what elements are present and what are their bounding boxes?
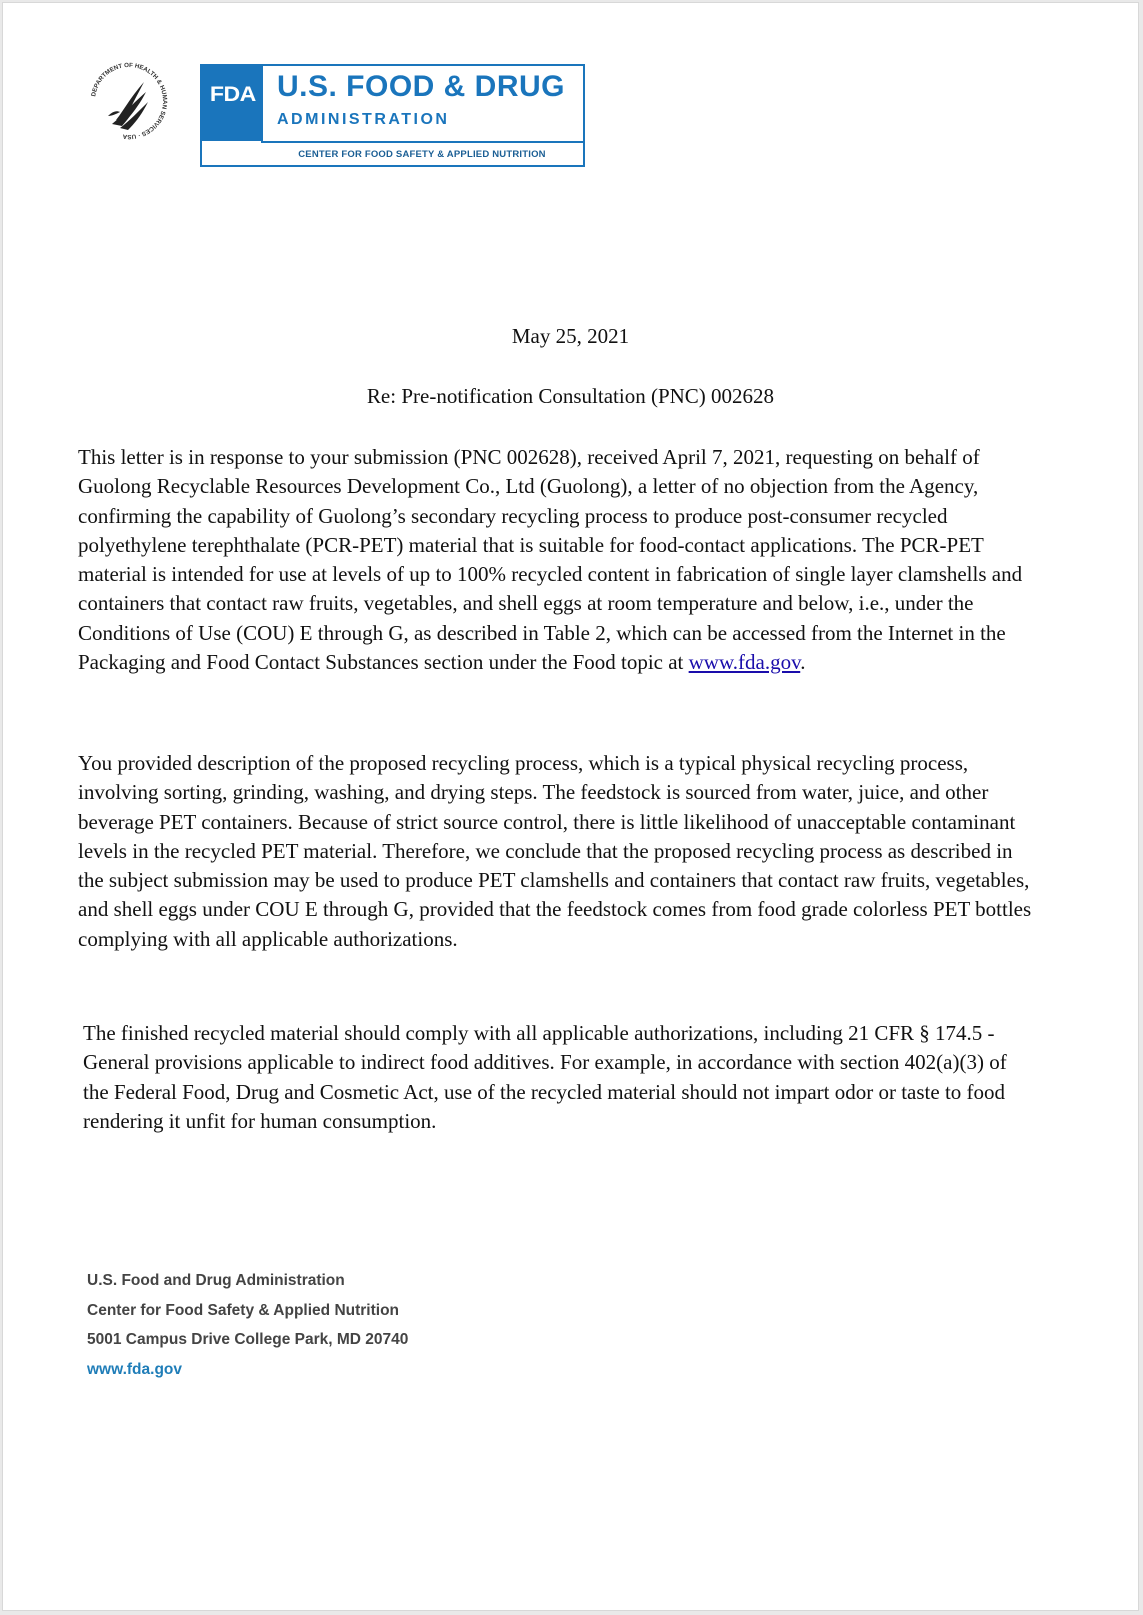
paragraph-2: You provided description of the proposed recycling process, which is a typical physical recycling process, involving sorting, grinding, washing, and drying steps. The feedstock is sourced from water, juice, and other beverage PET containers. Because of strict source control, there is little likelihood of unacceptable contaminant levels in the recycled PET material. Therefore, we conclude that the proposed recycling process as described in the subject submission may be used to produce PET clamshells and containers that contact raw fruits, vegetables, and shell eggs under COU E through G, provided that the feedstock comes from food grade colorless PET bottles complying with all applicable authorizations. [78,751,1032,951]
hhs-eagle-seal-icon [86,58,172,144]
footer-address-block [87,1266,408,1384]
paragraph-1-end: . [800,650,806,675]
subject-line: Re: Pre-notification Consultation (PNC) 002628 [366,384,775,408]
paragraph-1-text: This letter is in response to your submission (PNC 002628), received April 7, 2021, requesting on behalf of Guolong Recyclable Resources Development Co., Ltd (Guolong), a letter of no objection from the Agency, confirming the capability of Guolong’s secondary recycling process to produce post-consumer recycled polyethylene terephthalate (PCR-PET) material that is suitable for food-contact applications. The PCR-PET material is intended for use at levels of up to 100% recycled content in fabrication of single layer clamshells and containers that contact raw fruits, vegetables, and shell eggs at room temperature and below, i.e., under the Conditions of Use (COU) E through G, as described in Table 2, which can be accessed from the Internet in the Packaging and Food Contact Substances section under the Food topic at [78,445,1023,675]
fda-logo [200,64,585,167]
footer-center: Center for Food Safety & Applied Nutrition [87,1301,400,1319]
fda-website-link[interactable]: www.fda.gov [688,650,801,675]
agency-subname: ADMINISTRATION [277,111,450,128]
center-name: CENTER FOR FOOD SAFETY & APPLIED NUTRITION [261,141,583,165]
fda-logo-box: FDA [202,66,263,141]
agency-name: U.S. FOOD & DRUG [277,70,566,103]
letter-page [2,2,1139,1611]
footer-org: U.S. Food and Drug Administration [87,1272,345,1289]
paragraph-1 [78,443,1043,677]
footer-website[interactable]: www.fda.gov [87,1360,183,1378]
footer-address: 5001 Campus Drive College Park, MD 20740 [87,1331,409,1348]
svg-text:DEPARTMENT OF HEALTH & HUMAN S: DEPARTMENT OF HEALTH & HUMAN SERVICES · USA [90,61,169,141]
letter-date: May 25, 2021 [511,324,630,348]
paragraph-3: The finished recycled material should comply with all applicable authorizations, including 21 CFR § 174.5 - General provisions applicable to indirect food additives. For example, in accordance with section 402(a)(3) of the Federal Food, Drug and Cosmetic Act, use of the recycled material should not impart odor or taste to food rendering it unfit for human consumption. [83,1021,1007,1133]
